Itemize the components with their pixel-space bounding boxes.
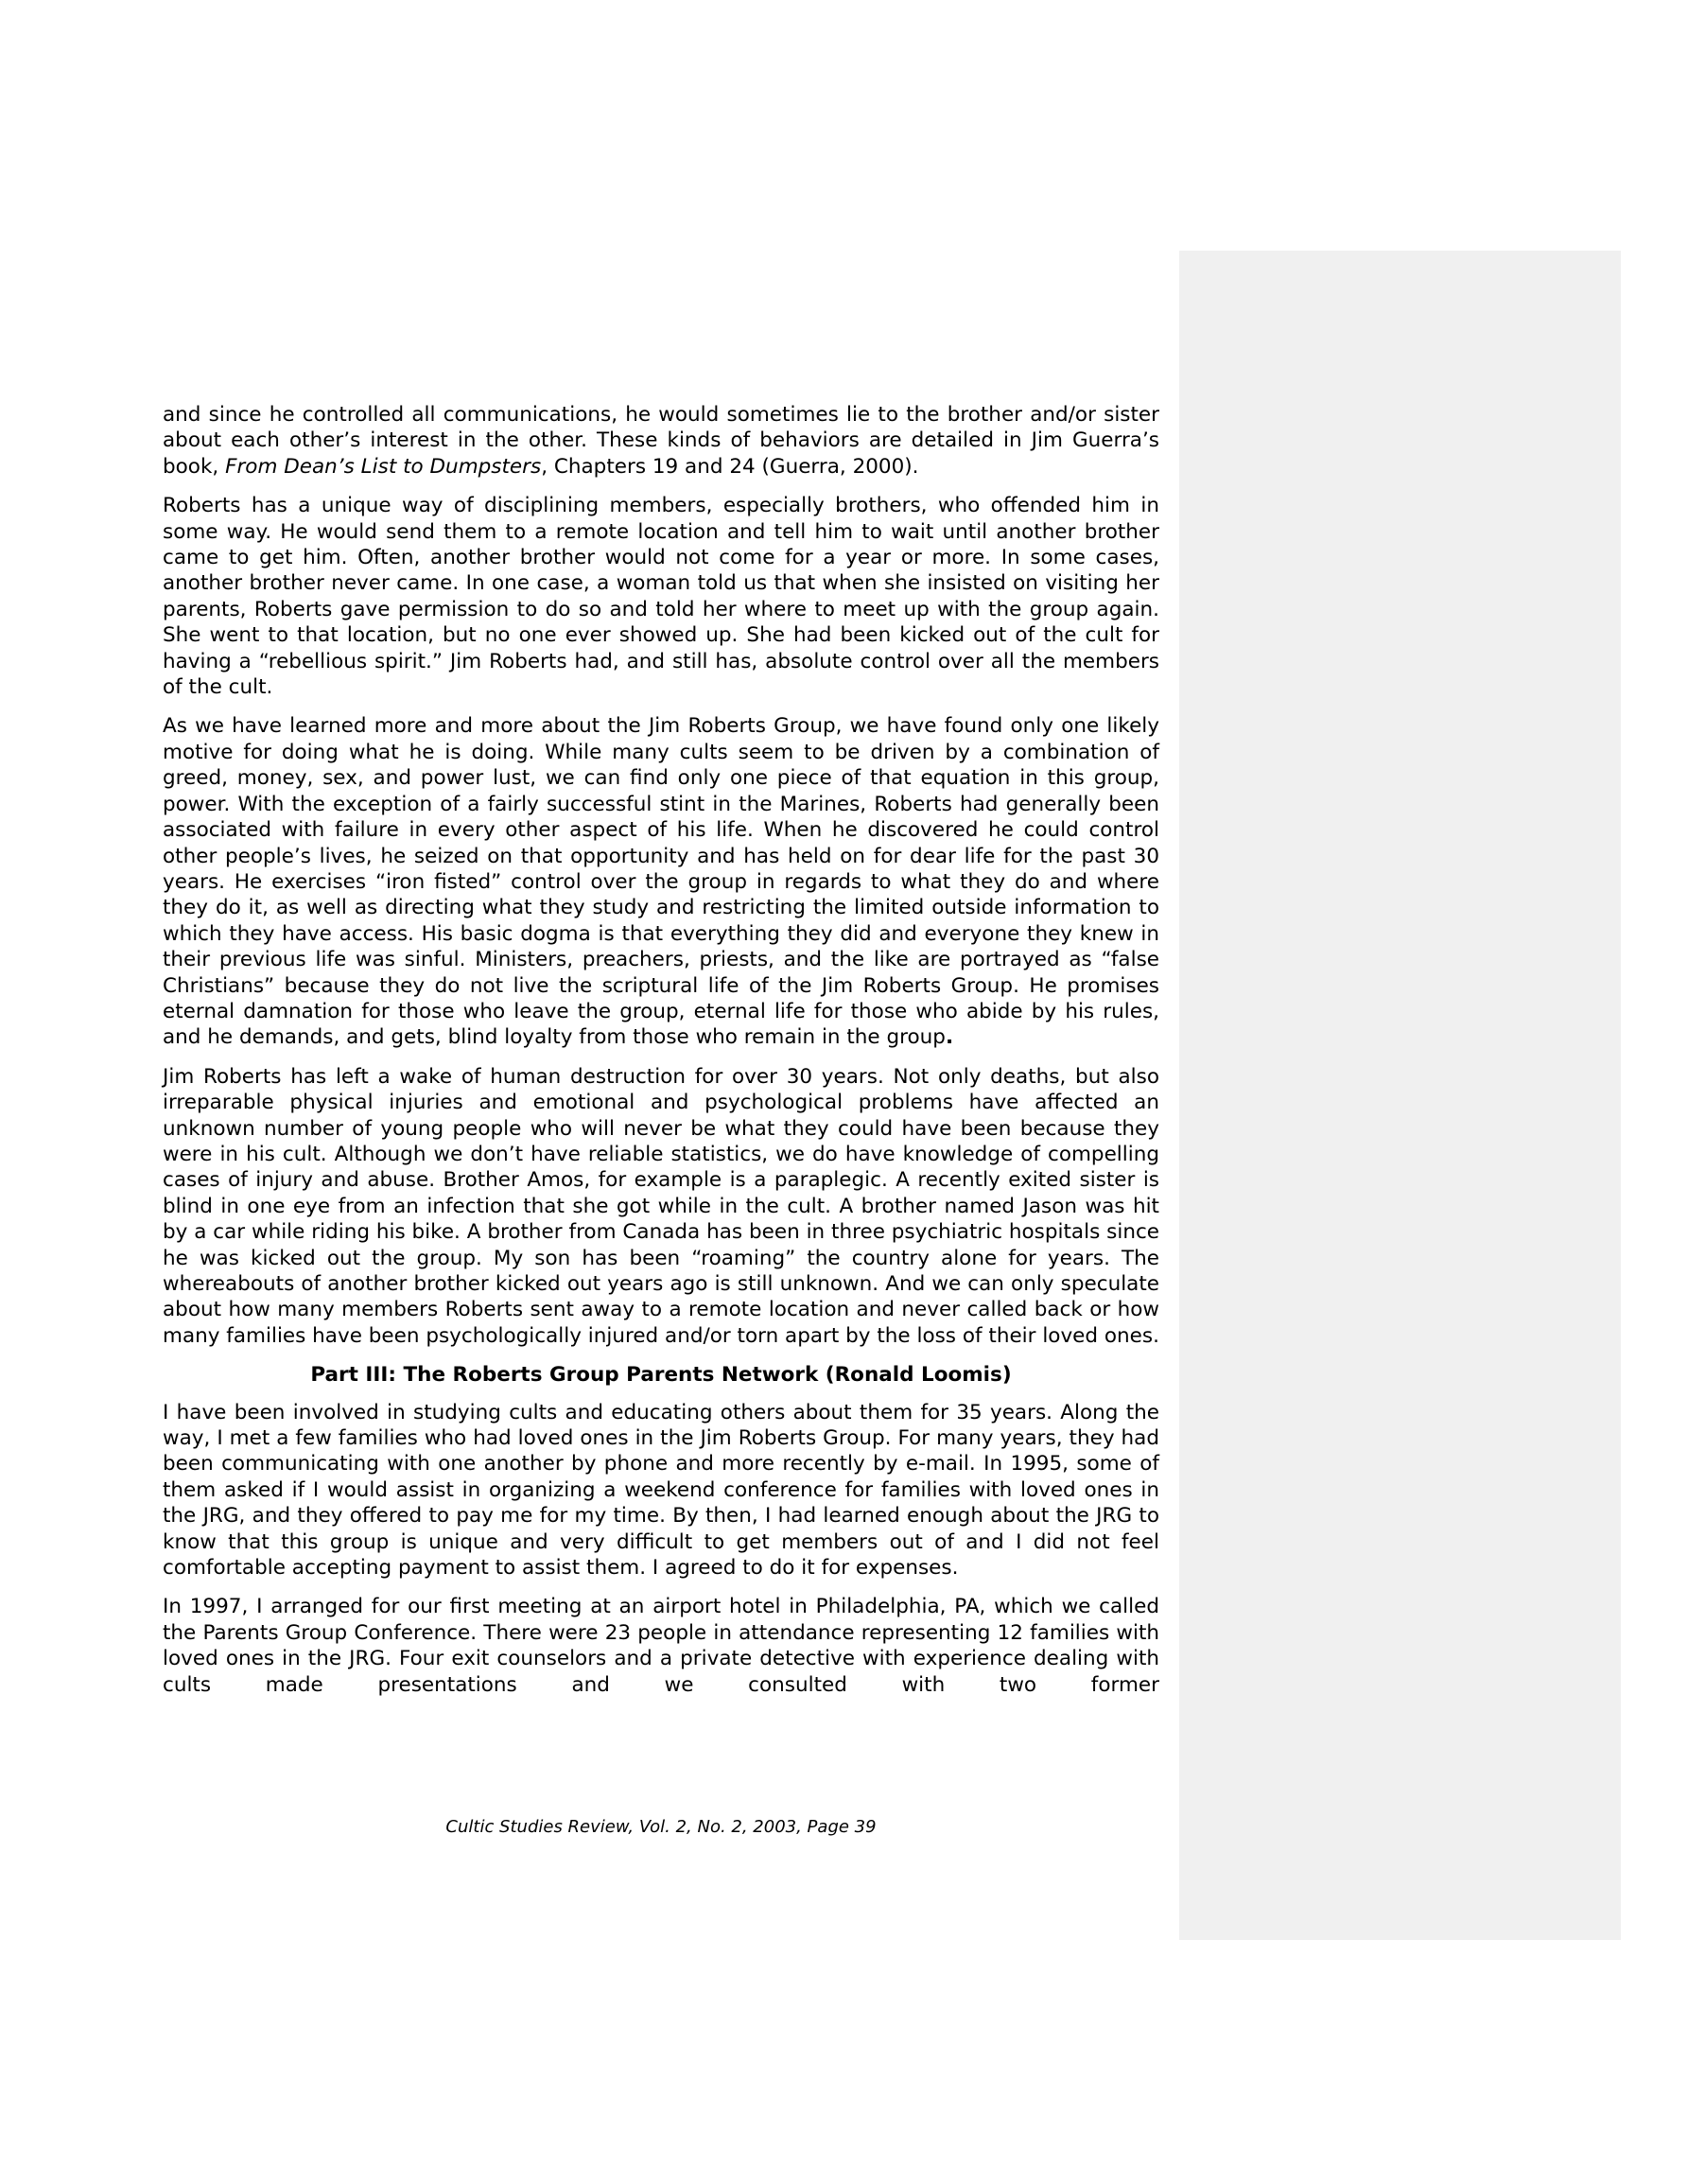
paragraph-6: In 1997, I arranged for our first meeting at an airport hotel in Philadelphia, PA, which we called the Parents Group Conference. There were 23 people in attendance representing 12 families with loved ones in the JRG. Four exit counselors and a private detective with experience dealing with cults made presentations and we consulted with two former: [163, 1595, 1159, 1697]
paragraph-5: I have been involved in studying cults and educating others about them for 35 years. Along the way, I met a few families who had loved ones in the Jim Roberts Group. For many years, they had been communicating with one another by phone and more recently by e-mail. In 1995, some of them asked if I would assist in organizing a weekend conference for families with loved ones in the JRG, and they offered to pay me for my time. By then, I had learned enough about the JRG to know that this group is unique and very difficult to get members out of and I did not feel comfortable accepting payment to assist them. I agreed to do it for expenses.: [163, 1400, 1159, 1581]
paragraph-4: Jim Roberts has left a wake of human destruction for over 30 years. Not only deaths, but also irreparable physical injuries and emotional and psychological problems have affected an unknown number of young people who will never be what they could have been because they were in his cult. Although we don’t have reliable statistics, we do have knowledge of compelling cases of injury and abuse. Brother Amos, for example is a paraplegic. A recently exited sister is blind in one eye from an infection that she got while in the cult. A brother named Jason was hit by a car while riding his bike. A brother from Canada has been in three psychiatric hospitals since he was kicked out the group. My son has been “roaming” the country alone for years. The whereabouts of another brother kicked out years ago is still unknown. And we can only speculate about how many members Roberts sent away to a remote location and never called back or how many families have been psychologically injured and/or torn apart by the loss of their loved ones.: [163, 1064, 1159, 1348]
paragraph-1-text-end: , Chapters 19 and 24 (Guerra, 2000).: [541, 454, 919, 479]
paragraph-2: Roberts has a unique way of disciplining members, especially brothers, who offended him in some way. He would send them to a remote location and tell him to wait until another brother came to get him. Often, another brother would not come for a year or more. In some cases, another brother never came. In one case, a woman told us that when she insisted on visiting her parents, Roberts gave permission to do so and told her where to meet up with the group again. She went to that location, but no one ever showed up. She had been kicked out of the cult for having a “rebellious spirit.” Jim Roberts had, and still has, absolute control over all the members of the cult.: [163, 494, 1159, 700]
paragraph-3-text: As we have learned more and more about the Jim Roberts Group, we have found only one likely motive for doing what he is doing. While many cults seem to be driven by a combination of greed, money, sex, and power lust, we can find only one piece of that equation in this group, power. With the exception of a fairly successful stint in the Marines, Roberts had generally been associated with failure in every other aspect of his life. When he discovered he could control other people’s lives, he seized on that opportunity and has held on for dear life for the past 30 years. He exercises “iron fisted” control over the group in regards to what they do and where they do it, as well as directing what they study and restricting the limited outside information to which they have access. His basic dogma is that everything they did and everyone they knew in their previous life was sinful. Ministers, preachers, priests, and the like are portrayed as “false Christians” because they do not live the scriptural life of the Jim Roberts Group. He promises eternal damnation for those who leave the group, eternal life for those who abide by his rules, and he demands, and gets, blind loyalty from those who remain in the group: [163, 714, 1159, 1050]
paragraph-3: [163, 713, 1159, 1050]
book-title: From Dean’s List to Dumpsters: [225, 454, 542, 479]
section-heading: Part III: The Roberts Group Parents Network (Ronald Loomis): [310, 1363, 1012, 1388]
comment-margin-pane: [1179, 251, 1621, 1940]
document-body: [163, 402, 1159, 1711]
paragraph-1: [163, 402, 1159, 480]
paragraph-1-text: and since he controlled all communications, he would sometimes lie to the brother and/or sister about each other’s interest in the other. These kinds of behaviors are detailed in Jim Guerra’s book,: [163, 403, 1159, 479]
page-footer: Cultic Studies Review, Vol. 2, No. 2, 2003, Page 39: [445, 1817, 877, 1837]
paragraph-3-bold-period: .: [945, 1025, 954, 1050]
